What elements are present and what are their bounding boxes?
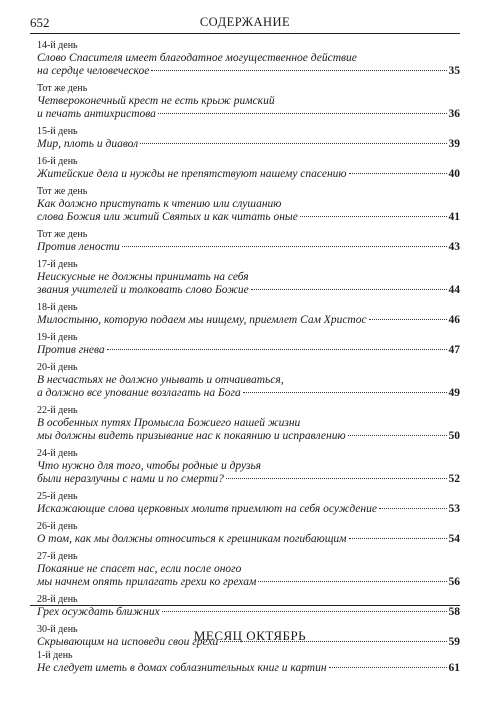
- dot-leader: [140, 143, 446, 144]
- entry-page-number: 47: [448, 344, 460, 356]
- entry-day: 15-й день: [37, 126, 78, 137]
- entry-row: [37, 606, 460, 619]
- entry-title-last-line: слова Божия или житий Святых и как читать оные: [37, 211, 298, 223]
- toc-entry: [37, 551, 460, 589]
- dot-leader: [158, 113, 447, 114]
- entry-title-last-line: Житейские дела и нужды не препятствуют нашему спасению: [37, 168, 347, 180]
- entry-page-number: 36: [448, 108, 460, 120]
- entry-row: [37, 284, 460, 297]
- entry-row: [37, 65, 460, 78]
- dot-leader: [162, 611, 447, 612]
- entry-row: [37, 168, 460, 181]
- entry-row: [37, 533, 460, 546]
- dot-leader: [122, 246, 447, 247]
- entry-row: [37, 430, 460, 443]
- entry-title-last-line: Скрывающим на исповеди свои грехи: [37, 636, 219, 648]
- entry-day: 16-й день: [37, 156, 78, 167]
- entry-row: [37, 314, 460, 327]
- entry-title-last-line: и печать антихристова: [37, 108, 156, 120]
- entry-title-last-line: Против гнева: [37, 344, 105, 356]
- entry-page-number: 61: [448, 662, 460, 674]
- dot-leader: [243, 392, 447, 393]
- entry-title-last-line: Грех осуждать ближних: [37, 606, 160, 618]
- entry-row: [37, 108, 460, 121]
- entry-page-number: 43: [448, 241, 460, 253]
- entry-row: [37, 576, 460, 589]
- running-title: СОДЕРЖАНИЕ: [199, 15, 291, 29]
- entry-day: 14-й день: [37, 40, 78, 51]
- entry-row: [37, 138, 460, 151]
- entry-page-number: 49: [448, 387, 460, 399]
- entry-title-last-line: Не следует иметь в домах соблазнительных книг и картин: [37, 662, 327, 674]
- toc-entry: [37, 302, 460, 327]
- entry-page-number: 46: [448, 314, 460, 326]
- entry-day: 19-й день: [37, 332, 78, 343]
- entry-page-number: 59: [448, 636, 460, 648]
- entry-page-number: 58: [448, 606, 460, 618]
- dot-leader: [349, 538, 447, 539]
- entry-row: [37, 344, 460, 357]
- entry-row: [37, 211, 460, 224]
- entry-title-last-line: Мир, плоть и диавол: [37, 138, 139, 150]
- entry-day: 22-й день: [37, 405, 78, 416]
- dot-leader: [348, 435, 447, 436]
- toc-entry: [37, 40, 460, 78]
- entry-page-number: 41: [448, 211, 460, 223]
- entry-page-number: 56: [448, 576, 460, 588]
- entry-row: [37, 387, 460, 400]
- dot-leader: [379, 508, 447, 509]
- entry-title-last-line: Милостыню, которую подаем мы нищему, приемлет Сам Христос: [37, 314, 367, 326]
- entry-day: 18-й день: [37, 302, 78, 313]
- entry-day: 24-й день: [37, 448, 78, 459]
- toc-entry: [37, 594, 460, 619]
- entry-page-number: 40: [448, 168, 460, 180]
- toc-entry: [37, 229, 460, 254]
- entry-title-line: Слово Спасителя имеет благодатное могущественное действие: [37, 52, 357, 64]
- dot-leader: [151, 70, 446, 71]
- toc-entry: [37, 126, 460, 151]
- dot-leader: [329, 667, 447, 668]
- table-of-contents: [37, 40, 460, 654]
- entry-row: [37, 662, 460, 675]
- entry-row: [37, 241, 460, 254]
- dot-leader: [251, 289, 447, 290]
- toc-entry: [37, 332, 460, 357]
- entry-day: 20-й день: [37, 362, 78, 373]
- entry-title-last-line: на сердце человеческое: [37, 65, 150, 77]
- entry-day: 26-й день: [37, 521, 78, 532]
- dot-leader: [349, 173, 447, 174]
- entry-page-number: 44: [448, 284, 460, 296]
- toc-entry: [37, 259, 460, 297]
- entry-day: 27-й день: [37, 551, 78, 562]
- entry-page-number: 39: [448, 138, 460, 150]
- dot-leader: [369, 319, 447, 320]
- table-of-contents-october: [37, 650, 460, 680]
- page-header: [30, 13, 460, 34]
- entry-page-number: 54: [448, 533, 460, 545]
- entry-title-last-line: мы должны видеть призывание нас к покаянию и исправлению: [37, 430, 346, 442]
- entry-title-line: Четвероконечный крест не есть крыж римский: [37, 95, 275, 107]
- toc-entry: [37, 156, 460, 181]
- entry-day: 30-й день: [37, 624, 78, 635]
- entry-title-last-line: а должно все упование возлагать на Бога: [37, 387, 241, 399]
- entry-title-line: В особенных путях Промысла Божиего нашей жизни: [37, 417, 301, 429]
- dot-leader: [258, 581, 446, 582]
- entry-page-number: 35: [448, 65, 460, 77]
- entry-page-number: 53: [448, 503, 460, 515]
- entry-title-last-line: Против лености: [37, 241, 120, 253]
- month-heading: МЕСЯЦ ОКТЯБРЬ: [193, 628, 307, 643]
- toc-entry: [37, 521, 460, 546]
- toc-entry: [37, 650, 460, 675]
- entry-day: 1-й день: [37, 650, 73, 661]
- dot-leader: [107, 349, 447, 350]
- toc-entry: [37, 186, 460, 224]
- entry-row: [37, 473, 460, 486]
- entry-title-line: Что нужно для того, чтобы родные и друзья: [37, 460, 262, 472]
- toc-entry: [37, 362, 460, 400]
- entry-day: Тот же день: [37, 186, 88, 197]
- entry-day: 17-й день: [37, 259, 78, 270]
- entry-day: Тот же день: [37, 229, 88, 240]
- toc-entry: [37, 448, 460, 486]
- entry-page-number: 52: [448, 473, 460, 485]
- entry-title-line: Как должно приступать к чтению или слушанию: [37, 198, 282, 210]
- entry-title-last-line: звания учителей и толковать слово Божие: [37, 284, 249, 296]
- entry-title-line: В несчастьях не должно унывать и отчаиваться,: [37, 374, 284, 386]
- entry-page-number: 50: [448, 430, 460, 442]
- entry-day: Тот же день: [37, 83, 88, 94]
- entry-title-line: Покаяние не спасет нас, если после оного: [37, 563, 242, 575]
- dot-leader: [226, 478, 447, 479]
- toc-entry: [37, 405, 460, 443]
- page-number: 652: [30, 15, 50, 30]
- toc-entry: [37, 83, 460, 121]
- toc-entry: [37, 491, 460, 516]
- entry-row: [37, 503, 460, 516]
- entry-title-last-line: мы начнем опять прилагать грехи ко грехам: [37, 576, 257, 588]
- dot-leader: [300, 216, 447, 217]
- entry-title-last-line: Искажающие слова церковных молитв приемлют на себя осуждение: [37, 503, 377, 515]
- section-divider: [30, 605, 460, 606]
- entry-title-last-line: О том, как мы должны относиться к грешникам погибающим: [37, 533, 347, 545]
- entry-day: 25-й день: [37, 491, 78, 502]
- entry-title-last-line: были неразлучны с нами и по смерти?: [37, 473, 224, 485]
- entry-title-line: Неискусные не должны принимать на себя: [37, 271, 249, 283]
- entry-day: 28-й день: [37, 594, 78, 605]
